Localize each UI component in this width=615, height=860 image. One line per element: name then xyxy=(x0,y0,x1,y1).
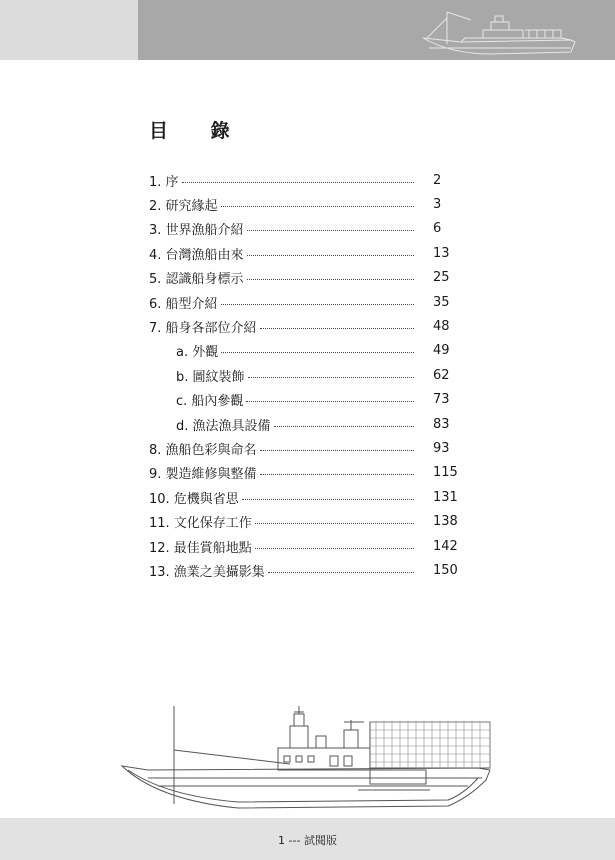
toc-entry-label: 5. 認識船身標示 xyxy=(149,272,244,288)
toc-entry-page: 115 xyxy=(433,465,458,481)
toc-entry[interactable] xyxy=(149,217,469,241)
fishing-boat-icon xyxy=(421,8,581,60)
toc-entry[interactable] xyxy=(149,509,469,533)
toc-entry-page: 73 xyxy=(433,392,450,408)
toc-entry-label: c. 船內參觀 xyxy=(176,394,244,410)
toc-dot-leader xyxy=(247,229,414,231)
toc-entry-page: 49 xyxy=(433,343,450,359)
toc-entry-page: 3 xyxy=(433,197,442,213)
toc-entry[interactable] xyxy=(149,168,469,192)
toc-entry-label: 11. 文化保存工作 xyxy=(149,516,252,532)
toc-entry-page: 142 xyxy=(433,538,458,554)
toc-entry-label: 2. 研究緣起 xyxy=(149,199,218,215)
toc-entry-label: 9. 製造維修與整備 xyxy=(149,467,257,483)
toc-dot-leader xyxy=(274,425,414,427)
toc-dot-leader xyxy=(221,303,414,305)
toc-entry-label: 7. 船身各部位介紹 xyxy=(149,321,257,337)
toc-entry-label: 13. 漁業之美攝影集 xyxy=(149,564,265,580)
fishing-boat-illustration xyxy=(118,700,500,818)
header-band-left xyxy=(0,0,138,60)
toc-entry-page: 138 xyxy=(433,514,458,530)
toc-entry-page: 150 xyxy=(433,562,458,578)
toc-entry-label: 3. 世界漁船介紹 xyxy=(149,223,244,239)
toc-entry-page: 83 xyxy=(433,416,450,432)
toc-dot-leader xyxy=(255,547,414,549)
toc-entry[interactable] xyxy=(149,558,469,582)
toc-entry-page: 48 xyxy=(433,319,450,335)
toc-dot-leader xyxy=(255,522,414,524)
toc-subentry[interactable] xyxy=(149,339,469,363)
toc-dot-leader xyxy=(268,571,414,573)
toc-entry-label: d. 漁法漁具設備 xyxy=(176,418,271,434)
toc-entry[interactable] xyxy=(149,436,469,460)
toc-entry[interactable] xyxy=(149,266,469,290)
toc-entry[interactable] xyxy=(149,290,469,314)
toc-dot-leader xyxy=(247,278,414,280)
toc-entry-label: a. 外觀 xyxy=(176,345,219,361)
toc-dot-leader xyxy=(248,376,414,378)
toc-entry-page: 25 xyxy=(433,270,450,286)
toc-entry-label: 8. 漁船色彩與命名 xyxy=(149,442,257,458)
toc-entry-label: 6. 船型介紹 xyxy=(149,296,218,312)
toc-entry-label: 12. 最佳賞船地點 xyxy=(149,540,252,556)
toc-dot-leader xyxy=(182,181,414,183)
toc-entry-page: 13 xyxy=(433,245,450,261)
toc-entry-label: 4. 台灣漁船由來 xyxy=(149,247,244,263)
toc-dot-leader xyxy=(260,449,414,451)
toc-entry[interactable] xyxy=(149,485,469,509)
toc-dot-leader xyxy=(221,205,414,207)
toc-entry-page: 6 xyxy=(433,221,442,237)
toc-entry-label: b. 圖紋裝飾 xyxy=(176,369,245,385)
toc-dot-leader xyxy=(246,400,414,402)
page-footer: 1 --- 試閱版 xyxy=(278,834,337,847)
toc-dot-leader xyxy=(260,327,414,329)
toc-dot-leader xyxy=(260,473,414,475)
header-band-right xyxy=(138,0,615,60)
toc-entry-label: 1. 序 xyxy=(149,174,179,190)
toc-entry-page: 131 xyxy=(433,489,458,505)
toc-entry-page: 35 xyxy=(433,294,450,310)
toc-entry-page: 93 xyxy=(433,440,450,456)
toc-entry[interactable] xyxy=(149,461,469,485)
toc-entry[interactable] xyxy=(149,534,469,558)
toc-entry[interactable] xyxy=(149,314,469,338)
toc-dot-leader xyxy=(242,498,414,500)
toc-entry[interactable] xyxy=(149,192,469,216)
toc-subentry[interactable] xyxy=(149,388,469,412)
toc-dot-leader xyxy=(221,351,414,353)
toc-title: 目 錄 xyxy=(149,120,248,142)
toc-entry-page: 2 xyxy=(433,172,442,188)
toc-subentry[interactable] xyxy=(149,363,469,387)
toc-dot-leader xyxy=(247,254,414,256)
toc-entry[interactable] xyxy=(149,241,469,265)
toc-entry-page: 62 xyxy=(433,367,450,383)
toc-list xyxy=(149,168,469,583)
toc-entry-label: 10. 危機與省思 xyxy=(149,491,239,507)
toc-subentry[interactable] xyxy=(149,412,469,436)
